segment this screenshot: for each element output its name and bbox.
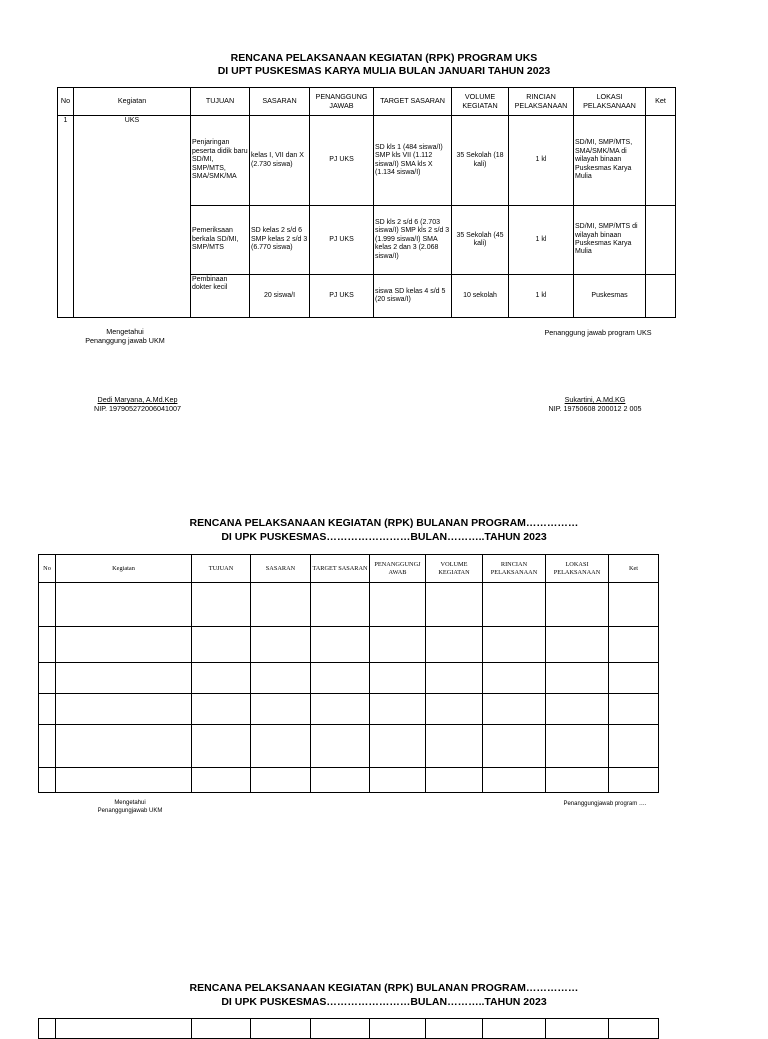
cell-sasaran: SD kelas 2 s/d 6 SMP kelas 2 s/d 3 (6.770 siswa) — [250, 206, 310, 275]
header-penanggung-jawab: PENANGGUNG JAWAB — [310, 88, 374, 116]
header-lokasi-pelaksanaan: LOKASI PELAKSANAAN — [574, 88, 646, 116]
right-sig-line1: Penanggung jawab program UKS — [544, 328, 652, 337]
cell-sasaran: 20 siswa/I — [250, 275, 310, 318]
rpk-blank-table-partial — [38, 1018, 659, 1039]
rpk-blank-table — [38, 554, 659, 793]
cell-target: SD kls 1 (484 siswa/I) SMP kls VII (1.112 siswa/I) SMA kls X (1.134 siswa/I) — [374, 116, 452, 206]
header-kegiatan: Kegiatan — [56, 555, 192, 583]
table-row — [39, 725, 659, 768]
doc1-left-signature — [60, 327, 190, 345]
header-tujuan: TUJUAN — [192, 555, 251, 583]
table-row — [39, 663, 659, 694]
header-no: No — [58, 88, 74, 116]
header-kegiatan: Kegiatan — [74, 88, 191, 116]
header-ket: Ket — [609, 555, 659, 583]
cell-pj: PJ UKS — [310, 206, 374, 275]
cell-lokasi: Puskesmas — [574, 275, 646, 318]
cell-rincian: 1 kl — [509, 206, 574, 275]
left-sig-nip: NIP. 197905272006041007 — [94, 404, 181, 413]
header-ket: Ket — [646, 88, 676, 116]
right-sig-nip: NIP. 19750608 200012 2 005 — [548, 404, 642, 413]
doc3-title-line1: RENCANA PELAKSANAAN KEGIATAN (RPK) BULANAN PROGRAM…………… — [189, 982, 579, 994]
header-sasaran: SASARAN — [251, 555, 311, 583]
doc2-title-line2: DI UPK PUSKESMAS……………………BULAN………..TAHUN 2023 — [221, 531, 547, 543]
cell-rincian: 1 kl — [509, 116, 574, 206]
table-row — [39, 768, 659, 793]
cell-ket — [646, 275, 676, 318]
doc1-right-signer — [520, 395, 670, 413]
doc2-right-sig-line1: Penanggungjawab program …. — [563, 801, 647, 807]
cell-sasaran: kelas I, VII dan X (2.730 siswa) — [250, 116, 310, 206]
doc3-title-line2: DI UPK PUSKESMAS……………………BULAN………..TAHUN 2023 — [221, 996, 547, 1008]
doc2-title-line1: RENCANA PELAKSANAAN KEGIATAN (RPK) BULANAN PROGRAM…………… — [189, 517, 579, 529]
header-target-sasaran: TARGET SASARAN — [374, 88, 452, 116]
table-header-row — [58, 88, 676, 116]
header-sasaran: SASARAN — [250, 88, 310, 116]
doc1-left-signer — [60, 395, 215, 413]
cell-pj: PJ UKS — [310, 275, 374, 318]
header-target-sasaran: TARGET SASARAN — [311, 555, 370, 583]
rpk-uks-table — [57, 87, 676, 318]
doc2-left-signature — [70, 800, 190, 815]
doc1-title-line1: RENCANA PELAKSANAAN KEGIATAN (RPK) PROGRAM UKS — [230, 52, 538, 64]
header-tujuan: TUJUAN — [191, 88, 250, 116]
table-row — [39, 583, 659, 627]
left-sig-line1: Mengetahui — [106, 327, 144, 336]
cell-lokasi: SD/MI, SMP/MTS, SMA/SMK/MA di wilayah binaan Puskesmas Karya Mulia — [574, 116, 646, 206]
cell-ket — [646, 206, 676, 275]
header-penanggung-jawab: PENANGGUNGJ AWAB — [370, 555, 426, 583]
header-lokasi-pelaksanaan: LOKASI PELAKSANAAN — [546, 555, 609, 583]
header-volume-kegiatan: VOLUME KEGIATAN — [452, 88, 509, 116]
cell-rincian: 1 kl — [509, 275, 574, 318]
row-no: 1 — [58, 116, 74, 318]
cell-volume: 10 sekolah — [452, 275, 509, 318]
cell-volume: 35 Sekolah (18 kali) — [452, 116, 509, 206]
doc2-right-signature — [540, 801, 670, 809]
table-row — [58, 116, 676, 206]
cell-pj: PJ UKS — [310, 116, 374, 206]
right-sig-name: Sukartini, A.Md.KG — [564, 395, 626, 404]
cell-lokasi: SD/MI, SMP/MTS di wilayah binaan Puskesmas Karya Mulia — [574, 206, 646, 275]
doc1-right-signature — [528, 328, 668, 337]
left-sig-line2: Penanggung jawab UKM — [85, 336, 165, 345]
cell-target: SD kls 2 s/d 6 (2.703 siswa/I) SMP kls 2 s/d 3 (1.999 siswa/I) SMA kelas 2 dan 3 (2.068 siswa/I) — [374, 206, 452, 275]
cell-ket — [646, 116, 676, 206]
table-header-row — [39, 555, 659, 583]
table-row — [39, 694, 659, 725]
cell-target: siswa SD kelas 4 s/d 5 (20 siswa/I) — [374, 275, 452, 318]
cell-volume: 35 Sekolah (45 kali) — [452, 206, 509, 275]
header-rincian-pelaksanaan: RINCIAN PELAKSANAAN — [483, 555, 546, 583]
table-row — [39, 627, 659, 663]
header-rincian-pelaksanaan: RINCIAN PELAKSANAAN — [509, 88, 574, 116]
doc2-left-sig-line1: Mengetahui — [114, 800, 146, 806]
row-kegiatan: UKS — [74, 116, 191, 318]
left-sig-name: Dedi Maryana, A.Md.Kep — [97, 395, 178, 404]
doc1-title-line2: DI UPT PUSKESMAS KARYA MULIA BULAN JANUARI TAHUN 2023 — [217, 65, 551, 77]
cell-tujuan: Pemeriksaan berkala SD/MI, SMP/MTS — [191, 206, 250, 275]
cell-tujuan: Penjaringan peserta didik baru SD/MI, SMP/MTS, SMA/SMK/MA — [191, 116, 250, 206]
doc2-left-sig-line2: Penanggungjawab UKM — [97, 807, 163, 814]
cell-tujuan: Pembinaan dokter kecil — [191, 275, 250, 318]
header-no: No — [39, 555, 56, 583]
header-volume-kegiatan: VOLUME KEGIATAN — [426, 555, 483, 583]
